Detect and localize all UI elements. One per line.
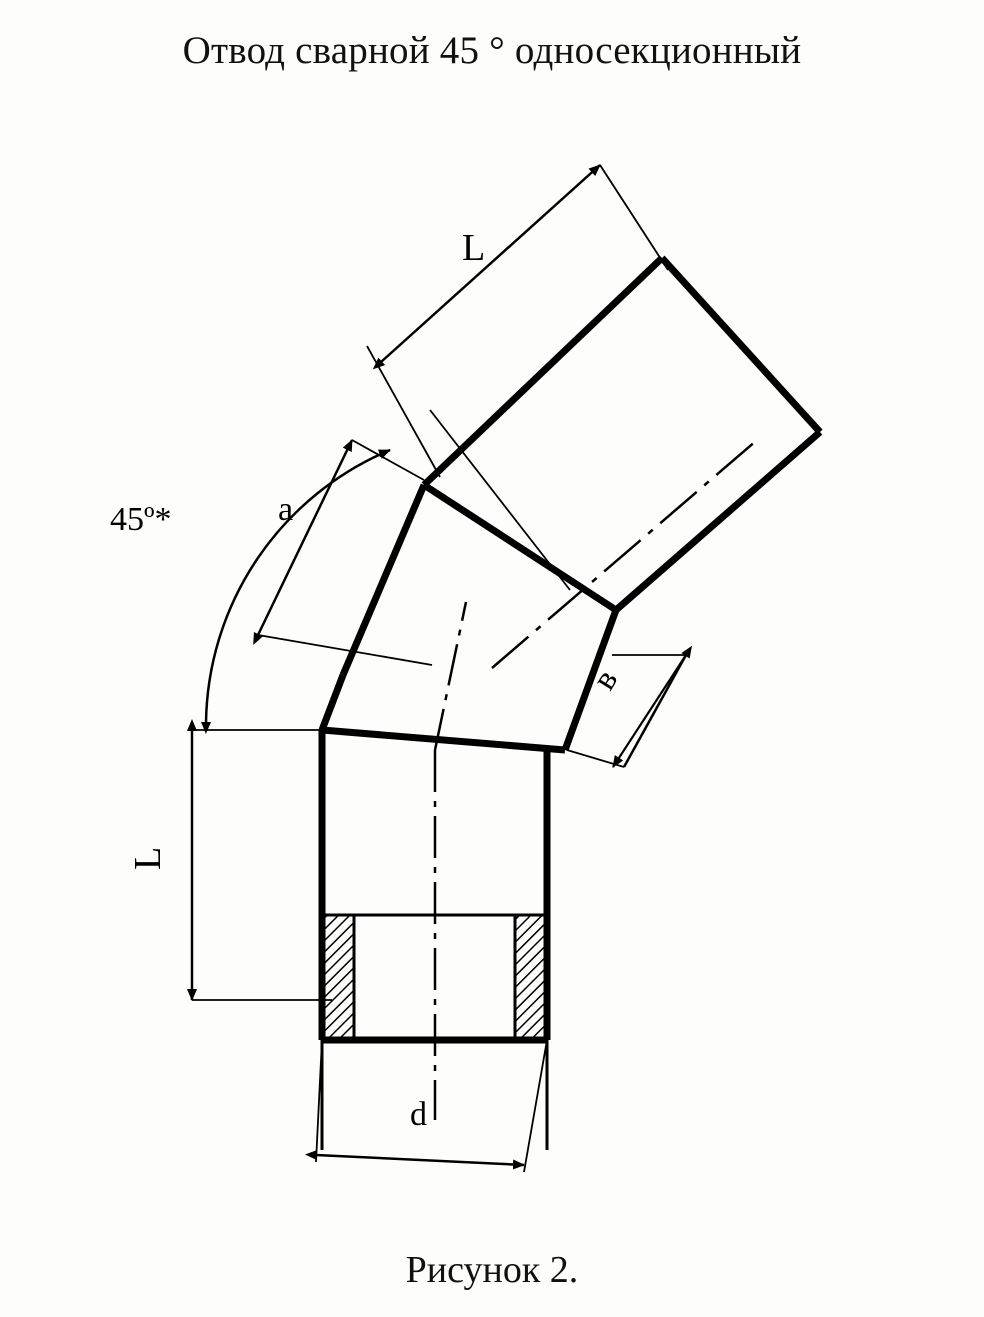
drawing-canvas [0, 110, 984, 1240]
top-length-dimension [367, 165, 668, 590]
angle-arc-dimension [206, 450, 390, 723]
middle-mitre-segment [322, 485, 616, 750]
top-length-label: L [462, 227, 486, 269]
bottom-length-label: L [127, 846, 169, 870]
page-title: Отвод сварной 45 ° односекционный [182, 29, 802, 72]
segment-b-dimension [567, 655, 686, 767]
technical-drawing [0, 110, 984, 1240]
figure-caption: Рисунок 2. [405, 1249, 579, 1291]
bottom-length-dimension [192, 730, 332, 1000]
diameter-dimension [316, 1040, 547, 1172]
angle-label: 45º* [110, 501, 172, 538]
center-lines [435, 440, 757, 1120]
segment-b-label: в [585, 663, 626, 697]
segment-a-label: a [278, 491, 294, 528]
diameter-label: d [410, 1096, 427, 1133]
